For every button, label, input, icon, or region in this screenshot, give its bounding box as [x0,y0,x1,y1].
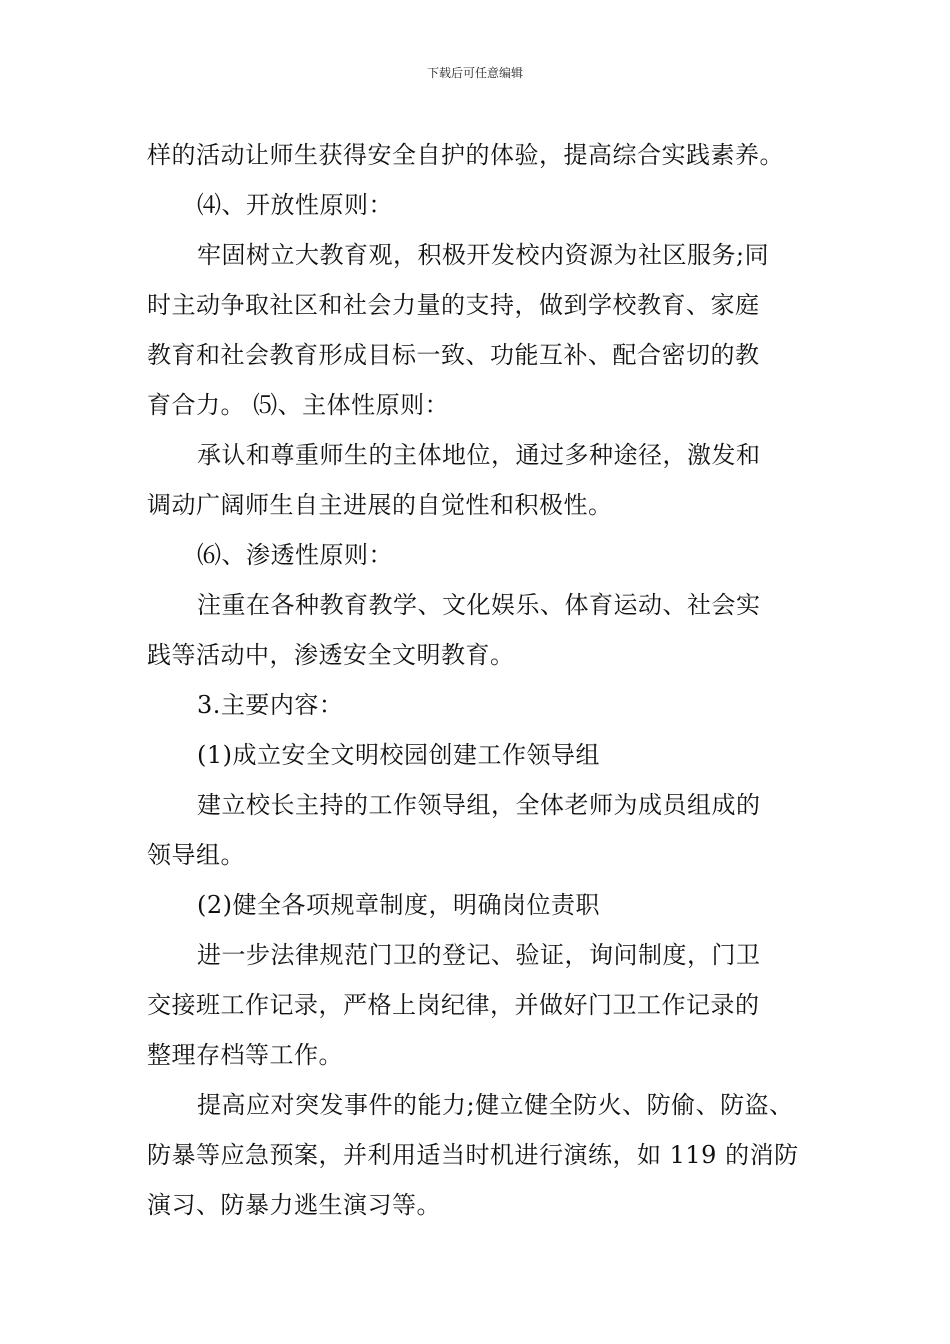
text-line: 育合力。 ⑸、主体性原则： [147,391,450,419]
text-line: 整理存档等工作。 [147,1041,343,1069]
text-line: 注重在各种教育教学、文化娱乐、体育运动、社会实 [197,591,761,619]
section-heading: 3.主要内容： [197,691,344,719]
text-line: 牢固树立大教育观，积极开发校内资源为社区服务;同 [197,241,770,269]
section-heading: ⑷、开放性原则： [197,191,393,219]
text-line: 演习、防暴力逃生演习等。 [147,1191,441,1219]
text-line: 教育和社会教育形成目标一致、功能互补、配合密切的教 [147,341,760,369]
text-line: 样的活动让师生获得安全自护的体验，提高综合实践素养。 [147,141,784,169]
text-line: 交接班工作记录，严格上岗纪律，并做好门卫工作记录的 [147,991,760,1019]
text-line: 践等活动中，渗透安全文明教育。 [147,641,515,669]
text-line: 承认和尊重师生的主体地位，通过多种途径，激发和 [197,441,761,469]
section-heading: ⑹、渗透性原则： [197,541,393,569]
text-line: 提高应对突发事件的能力;健立健全防火、防偷、防盗、 [197,1091,794,1119]
section-heading: (2)健全各项规章制度，明确岗位责职 [197,891,600,919]
text-line: 时主动争取社区和社会力量的支持，做到学校教育、家庭 [147,291,760,319]
section-heading: (1)成立安全文明校园创建工作领导组 [197,741,600,769]
text-line: 调动广阔师生自主进展的自觉性和积极性。 [147,491,613,519]
text-line: 领导组。 [147,841,245,869]
document-body [147,130,837,1230]
text-line: 进一步法律规范门卫的登记、验证，询问制度，门卫 [197,941,761,969]
text-line: 建立校长主持的工作领导组，全体老师为成员组成的 [197,791,761,819]
page-header: 下载后可任意编辑 [426,66,523,80]
text-line: 防暴等应急预案，并利用适当时机进行演练，如 119 的消防 [147,1141,799,1169]
